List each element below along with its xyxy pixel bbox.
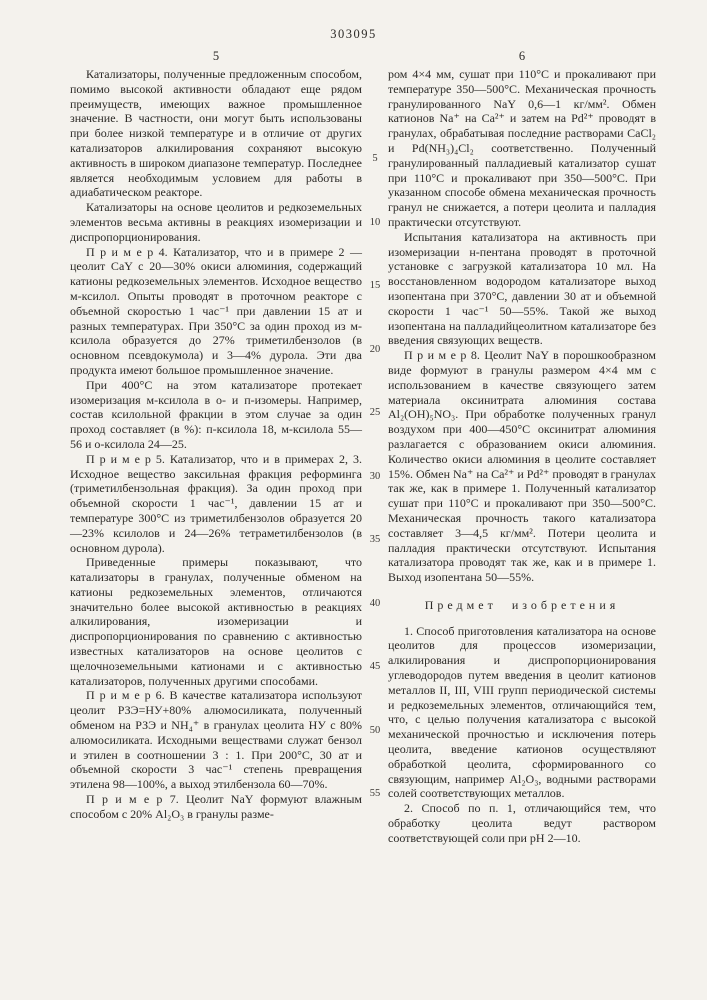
line-number-gutter bbox=[362, 67, 388, 867]
left-text-column bbox=[70, 67, 362, 822]
paragraph: Предмет изобретения bbox=[424, 597, 620, 612]
line-number: 45 bbox=[369, 661, 381, 672]
line-number: 20 bbox=[369, 343, 381, 355]
paragraph: Катализаторы на основе цеолитов и редкоземельных элементов весьма активны в реакциях изомеризации и диспропорционирования. bbox=[70, 200, 362, 244]
paragraph: П р и м е р 7. Цеолит NaY формуют влажным способом с 20% Al₂O₃ в гранулы разме- bbox=[70, 792, 362, 821]
line-number: 15 bbox=[369, 280, 381, 291]
paragraph: При 400°С на этом катализаторе протекает изомеризация м-ксилола в о- и п-изомеры. Например, состав ксилольной фракции в этом случае за один проход составляет (в %): п-ксилола 18, м-ксилола 55—56 и о-ксилола 24—25. bbox=[70, 377, 362, 451]
paragraph: П р и м е р 8. Цеолит NaY в порошкообразном виде формуют в гранулы размером 4×4 мм с использованием в качестве связующего затем материала оксинитрата алюминия состава Al₂(OH)₅NO₃. При обработке полученных гранул воздухом при 400—450°С оксинитрат алюминия разлагается с образованием окиси алюминия. Количество окиси алюминия в цеолите составляет 15%. Обмен Na⁺ на Ca²⁺ и Pd²⁺ проводят в гранулах так же, как в примере 1. Полученный катализатор сушат при 110°С и прокаливают при 350—500°С. Механическая прочность такого катализатора составляет 3—4,5 кг/мм². Потери цеолита и палладия практически отсутствуют. Испытания катализатора проводят так же, как и в примере 1. Выход изопентана 50—55%. bbox=[388, 348, 657, 585]
line-number: 10 bbox=[369, 216, 381, 228]
line-number: 55 bbox=[369, 788, 381, 799]
line-number: 30 bbox=[369, 470, 381, 482]
right-column-number: 6 bbox=[518, 49, 526, 63]
line-number: 50 bbox=[369, 724, 381, 736]
line-number: 5 bbox=[372, 153, 378, 164]
left-column-number: 5 bbox=[212, 49, 220, 63]
line-number: 35 bbox=[369, 534, 381, 545]
paragraph: П р и м е р 6. В качестве катализатора используют цеолит РЗЭ=НУ+80% алюмосиликата, полученный обменом на РЗЭ и NH₄⁺ в гранулах цеолита НУ с 80% алюмосиликата. Исходными веществами служат бензол и этилен в соотношении 3 : 1. При 200°С, 30 ат и объемной скорости 3 час⁻¹ степень превращения этилена 98—100%, а выход этилбензола 60—70%. bbox=[70, 688, 362, 792]
line-number: 40 bbox=[369, 597, 381, 609]
line-number: 25 bbox=[369, 407, 381, 418]
paragraph: П р и м е р 5. Катализатор, что и в примерах 2, 3. Исходное вещество заксильная фракция реформинга (триметилбензольная фракция). За один проход при объемной скорости 1 час⁻¹, давлении 15 ат и температуре 300°С из триметилбензолов образуется 20—23% ксилолов и 24—26% тетраметилбензолов (в основном дурола). bbox=[70, 451, 362, 555]
paragraph: П р и м е р 4. Катализатор, что и в примере 2 — цеолит CaY с 20—30% окиси алюминия, содержащий катионы редкоземельных элементов. Исходное вещество м-ксилол. Опыты проводят в проточном реакторе с объемной скоростью 1 час⁻¹ при давлении 15 ат и разных температурах. При 350°С за один проход из м-ксилола образуется до 27% триметилбензолов (в основном псевдокумола) и 3—4% дурола. Эти два продукта имеют большое промышленное значение. bbox=[70, 244, 362, 377]
paragraph: Испытания катализатора на активность при изомеризации н-пентана проводят в проточной установке с загрузкой катализатора 10 мл. На восстановленном водородом катализаторе выход изопентана при 370°С, давлении 30 ат и объемной скорости 1 час⁻¹ 50—55%. Такой же выход изопентана на палладийцеолитном катализаторе без введения связующих веществ. bbox=[388, 229, 656, 348]
paragraph: ром 4×4 мм, сушат при 110°С и прокаливают при температуре 350—500°С. Механическая прочность гранулированного NaY 0,6—1 кг/мм². Обмен катионов Na⁺ на Ca²⁺ и затем на Pd²⁺ проводят в гранулах, обрабатывая последние растворами CaCl₂ и Pd(NH₃)₄Cl₂ соответственно. Полученный гранулированный палладиевый катализатор сушат при 110°С и прокаливают при 350—500°С. При указанном способе обмена механическая прочность гранул не снижается, а потери цеолита и палладия практически отсутствуют. bbox=[388, 67, 656, 229]
page-body bbox=[70, 67, 656, 867]
paragraph: Приведенные примеры показывают, что катализаторы в гранулах, полученные обменом на катионы редкоземельных элементов, отличаются значительно более высокой активностью в реакциях алкилирования, изомеризации и диспропорционирования по сравнению с активностью известных катализаторов на основе цеолитов с щелочноземельными катионами и с активностью катализаторов, полученных другими способами. bbox=[70, 555, 362, 688]
right-text-column bbox=[388, 67, 656, 846]
paragraph: 1. Способ приготовления катализатора на основе цеолитов для процессов изомеризации, алкилирования и диспропорционирования углеводородов путем введения в цеолит катионов металлов II, III, VIII групп периодической системы и редкоземельных элементов, отличающийся тем, что, с целью получения катализатора с высокой механической прочностью и исключения потерь цеолита, введение катионов осуществляют обработкой цеолита, сформированного со связующим, например Al₂O₃, водными растворами солей соответствующих металлов. bbox=[388, 623, 656, 801]
paragraph: 2. Способ по п. 1, отличающийся тем, что обработку цеолита ведут раствором соответствующей соли при pH 2—10. bbox=[388, 801, 656, 845]
paragraph: Катализаторы, полученные предложенным способом, помимо высокой активности обладают еще рядом преимуществ, имеющих важное промышленное значение. В частности, они могут быть использованы при более низкой температуре и в отличие от других катализаторов алкилирования сохраняют высокую активность в широком диапазоне температур. Последнее является необходимым условием для работы в адиабатическом реакторе. bbox=[70, 67, 362, 200]
patent-number: 303095 bbox=[330, 27, 377, 41]
